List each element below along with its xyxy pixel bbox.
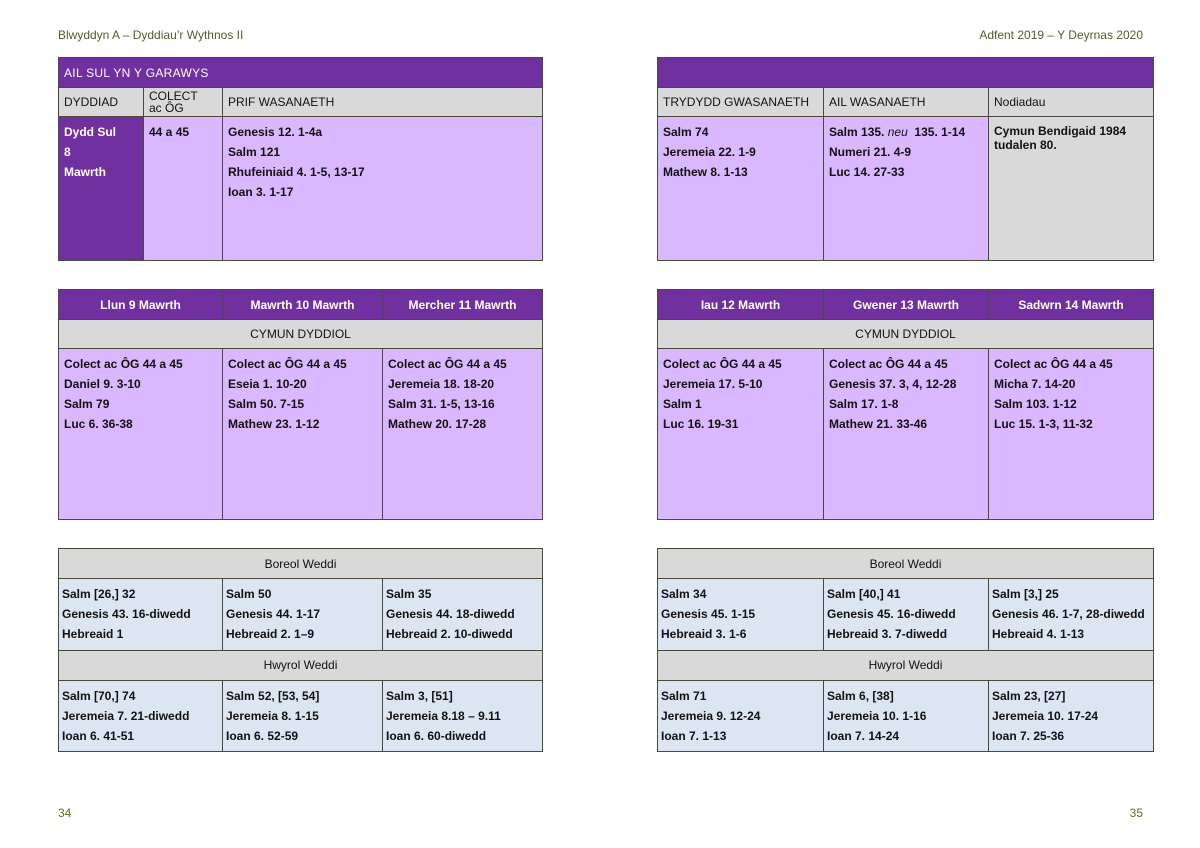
morning-readings	[989, 579, 1154, 651]
sunday-ail-cell	[824, 117, 989, 261]
reading: Colect ac ÔG 44 a 45	[994, 357, 1113, 371]
day-readings	[989, 349, 1154, 520]
evening-readings	[223, 680, 383, 752]
reading: Luc 15. 1-3, 11-32	[994, 417, 1093, 431]
reading: Ioan 6. 41-51	[62, 728, 135, 743]
reading: Genesis 44. 1-17	[226, 607, 321, 621]
reading: Rhufeiniaid 4. 1-5, 13-17	[228, 165, 365, 179]
morning-readings	[59, 579, 223, 651]
reading: Salm 50. 7-15	[228, 397, 305, 411]
reading: Jeremeia 7. 21-diwedd	[62, 708, 190, 723]
reading: Colect ac ÔG 44 a 45	[228, 357, 347, 371]
reading: Salm 79	[64, 397, 110, 411]
reading: Salm [26,] 32	[62, 587, 136, 601]
sunday-prif-cell	[223, 117, 543, 261]
reading: Salm [40,] 41	[827, 587, 901, 601]
sunday-date-line: Mawrth	[64, 165, 106, 179]
sunday-date-line: 8	[64, 145, 71, 159]
reading: Jeremeia 17. 5-10	[663, 377, 763, 391]
sunday-table-left	[58, 57, 543, 261]
reading: Salm 23, [27]	[992, 688, 1066, 703]
reading: Hebreaid 2. 10-diwedd	[386, 627, 513, 641]
col-header-trydydd: TRYDYDD GWASANAETH	[658, 88, 824, 117]
sunday-notes-cell: Cymun Bendigaid 1984 tudalen 80.	[989, 117, 1154, 261]
reading: Ioan 7. 25-36	[992, 728, 1065, 743]
reading: Hebreaid 1	[62, 627, 124, 641]
reading: Jeremeia 22. 1-9	[663, 145, 756, 159]
reading: Ioan 6. 52-59	[226, 728, 299, 743]
reading: Jeremeia 10. 17-24	[992, 708, 1099, 723]
sunday-trydydd-cell	[658, 117, 824, 261]
reading: Salm 103. 1-12	[994, 397, 1077, 411]
reading: Salm 1	[663, 397, 702, 411]
hwyrol-weddi-header: Hwyrol Weddi	[59, 650, 543, 680]
hwyrol-weddi-header: Hwyrol Weddi	[658, 650, 1154, 680]
reading: Salm [3,] 25	[992, 587, 1059, 601]
day-header: Iau 12 Mawrth	[658, 290, 824, 320]
col-header-colect	[144, 88, 223, 117]
boreol-weddi-header: Boreol Weddi	[658, 549, 1154, 579]
reading: Mathew 20. 17-28	[388, 417, 487, 431]
reading: Salm 74	[663, 125, 709, 139]
prayer-table-left	[58, 548, 543, 752]
evening-readings	[658, 680, 824, 752]
col-header-colect-line2: ac ÔG	[149, 101, 184, 115]
reading: Colect ac ÔG 44 a 45	[64, 357, 183, 371]
reading: Genesis 44. 18-diwedd	[386, 607, 515, 621]
sunday-table-right	[657, 57, 1154, 261]
reading: Hebreaid 2. 1–9	[226, 627, 315, 641]
col-header-colect-line1: COLECT	[149, 89, 198, 103]
reading: Ioan 7. 1-13	[661, 728, 727, 743]
sunday-date-line: Dydd Sul	[64, 125, 117, 139]
reading: Salm [70,] 74	[62, 688, 136, 703]
evening-readings	[824, 680, 989, 752]
day-readings	[223, 349, 383, 520]
reading: Genesis 12. 1-4a	[228, 125, 323, 139]
col-header-prif: PRIF WASANAETH	[223, 88, 543, 117]
reading: Salm 34	[661, 587, 707, 601]
evening-readings	[59, 680, 223, 752]
reading: Hebreaid 3. 1-6	[661, 627, 747, 641]
reading: Daniel 9. 3-10	[64, 377, 141, 391]
reading: Ioan 3. 1-17	[228, 185, 294, 199]
col-header-nodiadau: Nodiadau	[989, 88, 1154, 117]
boreol-weddi-header: Boreol Weddi	[59, 549, 543, 579]
reading: Salm 6, [38]	[827, 688, 894, 703]
reading: Jeremeia 10. 1-16	[827, 708, 927, 723]
morning-readings	[383, 579, 543, 651]
page-number-right: 35	[1129, 806, 1143, 820]
sunday-date-cell	[59, 117, 144, 261]
reading	[829, 122, 983, 142]
reading: Jeremeia 9. 12-24	[661, 708, 761, 723]
weekday-table-left	[58, 289, 543, 520]
running-header-right: Adfent 2019 – Y Deyrnas 2020	[979, 28, 1143, 42]
day-header: Gwener 13 Mawrth	[824, 290, 989, 320]
reading: Jeremeia 8.18 – 9.11	[386, 708, 501, 723]
prayer-table-right	[657, 548, 1154, 752]
morning-readings	[824, 579, 989, 651]
day-readings	[658, 349, 824, 520]
sunday-title: AIL SUL YN Y GARAWYS	[59, 58, 543, 88]
morning-readings	[658, 579, 824, 651]
reading: Salm 17. 1-8	[829, 397, 899, 411]
sunday-title-band	[658, 58, 1154, 88]
reading: Luc 14. 27-33	[829, 165, 905, 179]
reading: Mathew 8. 1-13	[663, 165, 748, 179]
reading-or: neu	[887, 125, 908, 139]
evening-readings	[383, 680, 543, 752]
reading: Salm 71	[661, 688, 707, 703]
reading: Salm 50	[226, 587, 272, 601]
day-header: Mawrth 10 Mawrth	[223, 290, 383, 320]
weekday-table-right	[657, 289, 1154, 520]
reading-part: 135. 1-14	[914, 125, 966, 139]
reading: Colect ac ÔG 44 a 45	[663, 357, 782, 371]
page-number-left: 34	[58, 806, 72, 820]
reading: Luc 16. 19-31	[663, 417, 739, 431]
reading: Salm 3, [51]	[386, 688, 453, 703]
cymun-dyddiol-header: CYMUN DYDDIOL	[59, 320, 543, 349]
reading: Jeremeia 18. 18-20	[388, 377, 495, 391]
reading: Genesis 46. 1-7, 28-diwedd	[992, 607, 1145, 621]
reading: Jeremeia 8. 1-15	[226, 708, 319, 723]
reading: Salm 35	[386, 587, 432, 601]
reading: Luc 6. 36-38	[64, 417, 133, 431]
day-header: Llun 9 Mawrth	[59, 290, 223, 320]
day-header: Sadwrn 14 Mawrth	[989, 290, 1154, 320]
reading: Genesis 45. 1-15	[661, 607, 756, 621]
col-header-dyddiad: DYDDIAD	[59, 88, 144, 117]
reading: Salm 52, [53, 54]	[226, 688, 320, 703]
reading: Salm 121	[228, 145, 281, 159]
reading: Colect ac ÔG 44 a 45	[388, 357, 507, 371]
reading: Hebreaid 3. 7-diwedd	[827, 627, 948, 641]
morning-readings	[223, 579, 383, 651]
sunday-colect-cell: 44 a 45	[144, 117, 223, 261]
evening-readings	[989, 680, 1154, 752]
reading: Eseia 1. 10-20	[228, 377, 307, 391]
running-header-left: Blwyddyn A – Dyddiau’r Wythnos II	[58, 28, 244, 42]
reading: Genesis 45. 16-diwedd	[827, 607, 956, 621]
reading: Genesis 43. 16-diwedd	[62, 607, 191, 621]
reading: Mathew 21. 33-46	[829, 417, 928, 431]
col-header-ail: AIL WASANAETH	[824, 88, 989, 117]
cymun-dyddiol-header: CYMUN DYDDIOL	[658, 320, 1154, 349]
day-readings	[59, 349, 223, 520]
reading: Colect ac ÔG 44 a 45	[829, 357, 948, 371]
day-header: Mercher 11 Mawrth	[383, 290, 543, 320]
day-readings	[824, 349, 989, 520]
reading: Genesis 37. 3, 4, 12-28	[829, 377, 957, 391]
reading: Salm 31. 1-5, 13-16	[388, 397, 495, 411]
reading: Hebreaid 4. 1-13	[992, 627, 1085, 641]
reading: Ioan 6. 60-diwedd	[386, 728, 487, 743]
day-readings	[383, 349, 543, 520]
reading-part: Salm 135.	[829, 125, 885, 139]
reading: Mathew 23. 1-12	[228, 417, 320, 431]
reading: Numeri 21. 4-9	[829, 145, 912, 159]
reading: Micha 7. 14-20	[994, 377, 1076, 391]
reading: Ioan 7. 14-24	[827, 728, 900, 743]
